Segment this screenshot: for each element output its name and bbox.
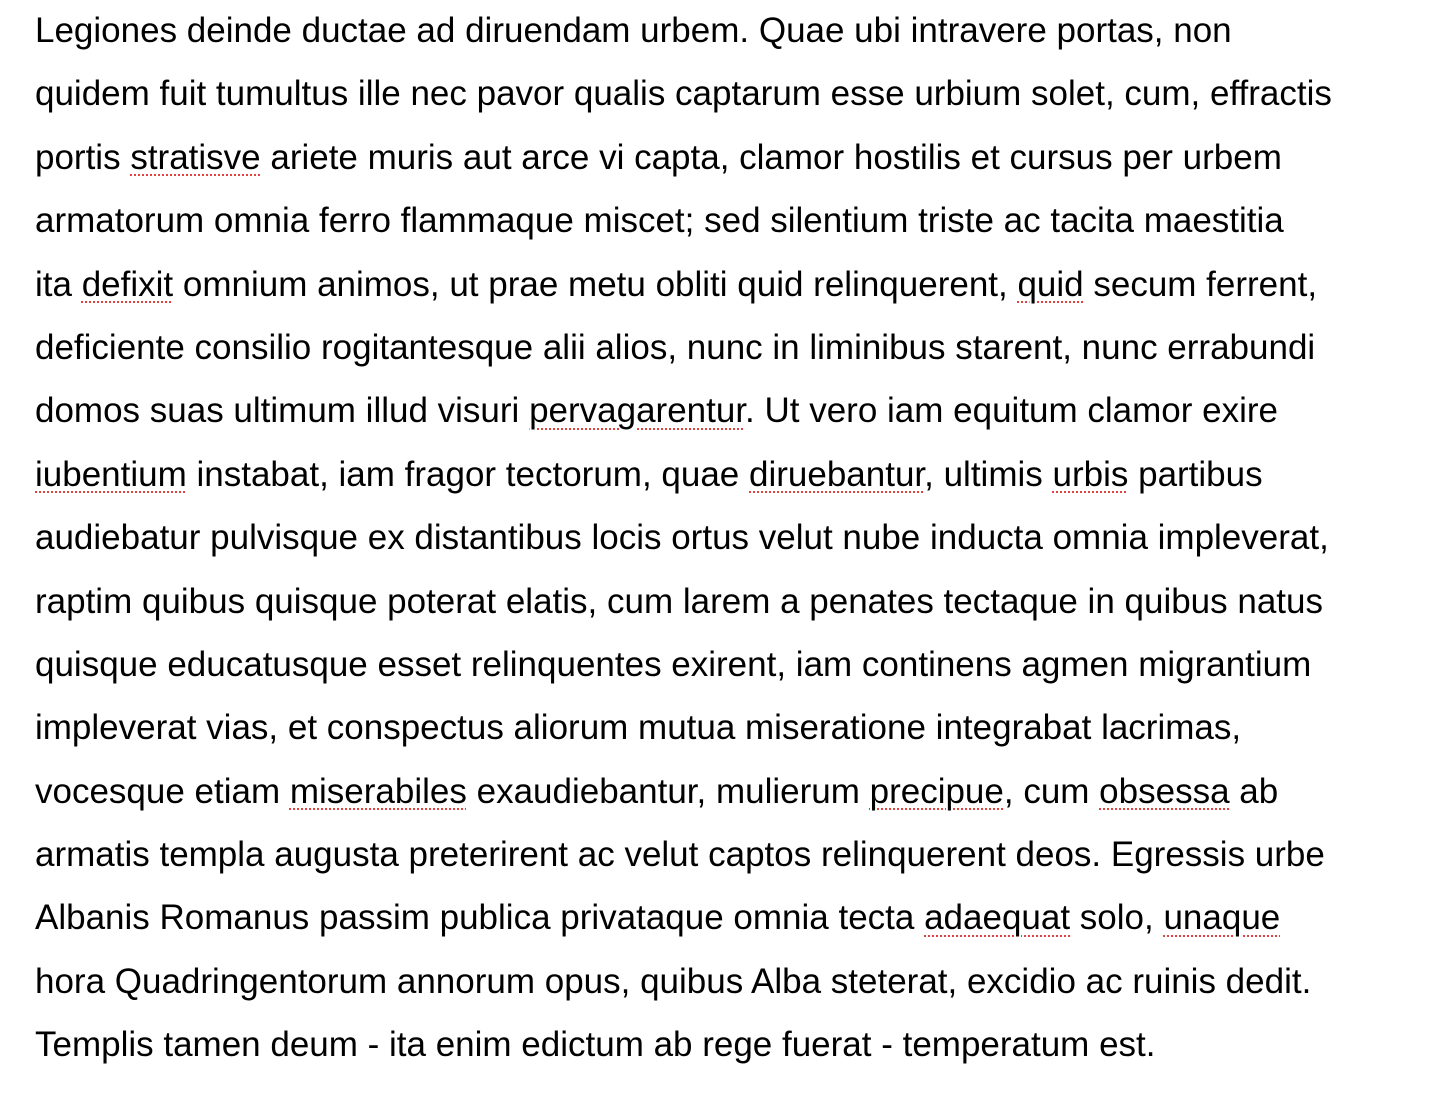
text-run: impleverat vias, et conspectus aliorum mutua miseratione integrabat lacrimas, xyxy=(35,708,1242,748)
text-line[interactable] xyxy=(35,579,1435,642)
text-line[interactable] xyxy=(35,388,1435,451)
text-line[interactable] xyxy=(35,71,1435,134)
spellcheck-flagged-word[interactable]: urbis xyxy=(1052,454,1129,494)
text-run: , ultimis xyxy=(924,454,1053,494)
text-line[interactable] xyxy=(35,642,1435,705)
text-run: , cum xyxy=(1003,771,1100,811)
spellcheck-flagged-word[interactable]: adaequat xyxy=(924,898,1071,938)
spellcheck-flagged-word[interactable]: obsessa xyxy=(1099,771,1230,811)
text-run: audiebatur pulvisque ex distantibus locis ortus velut nube inducta omnia impleverat, xyxy=(35,518,1329,558)
text-run: solo, xyxy=(1070,898,1164,938)
text-line[interactable] xyxy=(35,8,1435,71)
text-run: Templis tamen deum - ita enim edictum ab rege fuerat - temperatum est. xyxy=(35,1025,1156,1065)
spellcheck-flagged-word[interactable]: defixit xyxy=(81,264,174,304)
spellcheck-flagged-word[interactable]: precipue xyxy=(869,771,1004,811)
text-run: raptim quibus quisque poterat elatis, cum larem a penates tectaque in quibus natus xyxy=(35,581,1323,621)
text-run: ita xyxy=(35,264,82,304)
text-run: ariete muris aut arce vi capta, clamor hostilis et cursus per urbem xyxy=(260,137,1282,177)
text-run: hora Quadringentorum annorum opus, quibus Alba steterat, excidio ac ruinis dedit. xyxy=(35,961,1312,1001)
text-line[interactable] xyxy=(35,452,1435,515)
text-run: armatorum omnia ferro flammaque miscet; sed silentium triste ac tacita maestitia xyxy=(35,201,1284,241)
spellcheck-flagged-word[interactable]: unaque xyxy=(1163,898,1281,938)
text-line[interactable] xyxy=(35,769,1435,832)
text-run: portis xyxy=(35,137,131,177)
text-run: partibus xyxy=(1128,454,1263,494)
text-run: quisque educatusque esset relinquentes exirent, iam continens agmen migrantium xyxy=(35,644,1312,684)
text-run: omnium animos, ut prae metu obliti quid relinquerent, xyxy=(173,264,1018,304)
spellcheck-flagged-word[interactable]: stratisve xyxy=(130,137,261,177)
text-line[interactable] xyxy=(35,325,1435,388)
spellcheck-flagged-word[interactable]: miserabiles xyxy=(289,771,467,811)
text-run: vocesque etiam xyxy=(35,771,290,811)
text-run: ab xyxy=(1229,771,1279,811)
text-run: quidem fuit tumultus ille nec pavor qualis captarum esse urbium solet, cum, effractis xyxy=(35,74,1332,114)
text-run: Legiones deinde ductae ad diruendam urbem. Quae ubi intravere portas, non xyxy=(35,11,1232,50)
text-line[interactable] xyxy=(35,198,1435,261)
text-run: Albanis Romanus passim publica privataque omnia tecta xyxy=(35,898,925,938)
text-line[interactable] xyxy=(35,262,1435,325)
text-run: armatis templa augusta preterirent ac velut captos relinquerent deos. Egressis urbe xyxy=(35,835,1325,875)
spellcheck-flagged-word[interactable]: diruebantur xyxy=(749,454,925,494)
text-run: exaudiebantur, mulierum xyxy=(466,771,870,811)
spellcheck-flagged-word[interactable]: iubentium xyxy=(35,454,187,494)
text-run: secum ferrent, xyxy=(1083,264,1318,304)
text-line[interactable] xyxy=(35,135,1435,198)
spellcheck-flagged-word[interactable]: pervagarentur xyxy=(529,391,746,431)
spellcheck-flagged-word[interactable]: quid xyxy=(1017,264,1084,304)
text-run: domos suas ultimum illud visuri xyxy=(35,391,530,431)
document-body[interactable] xyxy=(35,8,1435,1086)
text-line[interactable] xyxy=(35,895,1435,958)
text-line[interactable] xyxy=(35,515,1435,578)
text-line[interactable] xyxy=(35,959,1435,1022)
text-run: deficiente consilio rogitantesque alii alios, nunc in liminibus starent, nunc errabundi xyxy=(35,327,1316,367)
text-line[interactable] xyxy=(35,832,1435,895)
text-run: instabat, iam fragor tectorum, quae xyxy=(186,454,749,494)
text-run: . Ut vero iam equitum clamor exire xyxy=(745,391,1278,431)
text-line[interactable] xyxy=(35,705,1435,768)
text-line[interactable] xyxy=(35,1022,1435,1085)
